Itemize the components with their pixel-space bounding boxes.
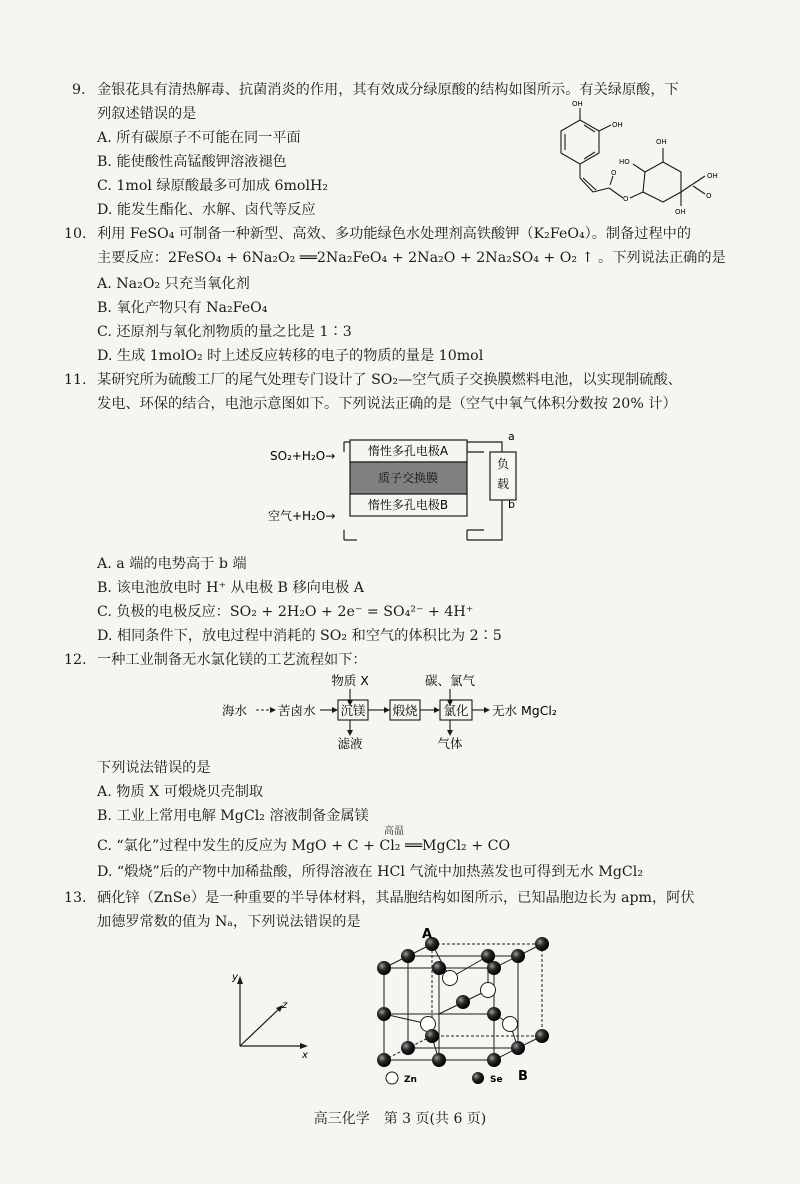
q9-option-d: D. 能发生酯化、水解、卤代等反应 xyxy=(97,202,316,218)
q11-stem-line1: 某研究所为硫酸工厂的尾气处理专门设计了 SO₂—空气质子交换膜燃料电池，以实现制硫酸、 xyxy=(97,372,682,388)
q12-option-d: D. “煅烧”后的产物中加稀盐酸，所得溶液在 HCl 气流中加热蒸发也可得到无水 MgCl₂ xyxy=(97,864,644,880)
q9-number: 9. xyxy=(72,82,86,98)
oh-label-5: OH xyxy=(675,208,686,216)
q13-stem-line1: 硒化锌（ZnSe）是一种重要的半导体材料，其晶胞结构如图所示，已知晶胞边长为 apm，阿伏 xyxy=(97,890,695,906)
flow-above-carbon: 碳、氯气 xyxy=(424,673,476,688)
zn-atom-4 xyxy=(503,1017,518,1032)
se-atom-10 xyxy=(432,1053,446,1067)
flow-step-brine: 苦卤水 xyxy=(278,703,316,718)
q10-option-d: D. 生成 1molO₂ 时上述反应转移的电子的物质的量是 10mol xyxy=(97,348,484,364)
q10-stem-line1: 利用 FeSO₄ 可制备一种新型、高效、多功能绿色水处理剂高铁酸钾（K₂FeO₄）。制备过程中的 xyxy=(97,226,692,242)
se-atom-15 xyxy=(401,1041,415,1055)
q12-stem-line2: 下列说法错误的是 xyxy=(97,760,211,776)
se-atom-17 xyxy=(481,949,495,963)
oh-label-2: OH xyxy=(612,121,623,129)
condition-high-temp: 高温 xyxy=(384,826,404,837)
se-atom-14 xyxy=(511,949,525,963)
process-flow-diagram xyxy=(222,672,582,752)
q12-option-c: C. “氯化”过程中发生的反应为 MgO + C + Cl₂ ══MgCl₂ + CO xyxy=(97,838,511,854)
page-footer: 高三化学 第 3 页(共 6 页) xyxy=(313,1111,487,1127)
q11-option-d: D. 相同条件下，放电过程中消耗的 SO₂ 和空气的体积比为 2∶5 xyxy=(97,628,502,644)
electrode-b-label: 惰性多孔电极B xyxy=(367,498,449,512)
se-legend-label: Se xyxy=(490,1075,503,1085)
se-atom-11 xyxy=(377,1007,391,1021)
q9-option-b: B. 能使酸性高锰酸钾溶液褪色 xyxy=(97,154,287,170)
input-air-label: 空气+H₂O→ xyxy=(268,509,336,523)
se-atom-3 xyxy=(377,1053,391,1067)
zn-atom-1 xyxy=(443,971,458,986)
se-atom-9 xyxy=(432,961,446,975)
q10-option-c: C. 还原剂与氧化剂物质的量之比是 1∶3 xyxy=(97,324,352,340)
se-atom-16 xyxy=(511,1041,525,1055)
flow-box1-label: 沉镁 xyxy=(340,703,366,718)
input-so2-label: SO₂+H₂O→ xyxy=(270,449,336,463)
se-atom-12 xyxy=(487,1007,501,1021)
q9-option-c: C. 1mol 绿原酸最多可加成 6molH₂ xyxy=(97,178,329,194)
membrane-label: 质子交换膜 xyxy=(377,471,439,485)
q9-option-a: A. 所有碳原子不可能在同一平面 xyxy=(97,130,301,146)
q10-number: 10. xyxy=(64,226,87,242)
q12-number: 12. xyxy=(64,652,87,668)
flow-product: 无水 MgCl₂ xyxy=(492,703,557,718)
oh-label-1: OH xyxy=(572,100,583,108)
axis-y-label: y xyxy=(232,972,238,983)
se-atom-7 xyxy=(535,1029,549,1043)
se-atom-4 xyxy=(487,1053,501,1067)
se-atom-2 xyxy=(487,961,501,975)
q11-number: 11. xyxy=(64,372,87,388)
carbonyl-o-label: O xyxy=(611,169,617,177)
se-atom-1 xyxy=(377,961,391,975)
q12-option-a: A. 物质 X 可煅烧贝壳制取 xyxy=(97,784,264,800)
q12-stem-line1: 一种工业制备无水氯化镁的工艺流程如下： xyxy=(97,652,367,668)
se-atom-13 xyxy=(401,949,415,963)
q10-option-a: A. Na₂O₂ 只充当氧化剂 xyxy=(97,276,250,292)
se-legend-icon xyxy=(472,1072,484,1084)
q9-stem-line2: 列叙述错误的是 xyxy=(97,106,197,122)
q13-number: 13. xyxy=(64,890,87,906)
acid-o-label: O xyxy=(706,192,712,200)
znse-unit-cell xyxy=(370,928,560,1093)
q13-stem-line2: 加德罗常数的值为 Nₐ，下列说法错误的是 xyxy=(97,914,361,930)
load-label-1: 负 xyxy=(496,457,510,471)
oh-label-3: OH xyxy=(656,138,667,146)
q11-stem-line2: 发电、环保的结合，电池示意图如下。下列说法正确的是（空气中氧气体积分数按 20% 计） xyxy=(97,396,677,412)
axis-z-label: z xyxy=(282,1000,288,1011)
q11-option-c: C. 负极的电极反应：SO₂ + 2H₂O + 2e⁻ = SO₄²⁻ + 4H⁺ xyxy=(97,604,474,620)
axis-x-label: x xyxy=(302,1050,308,1061)
q10-option-b: B. 氧化产物只有 Na₂FeO₄ xyxy=(97,300,268,316)
se-atom-8 xyxy=(425,1029,439,1043)
zn-legend-label: Zn xyxy=(404,1075,417,1085)
flow-start: 海水 xyxy=(222,703,248,718)
ester-o-label: O xyxy=(623,195,629,203)
load-label-2: 载 xyxy=(496,477,510,491)
fuel-cell-diagram xyxy=(262,422,542,548)
q10-stem-line2: 主要反应：2FeSO₄ + 6Na₂O₂ ══2Na₂FeO₄ + 2Na₂O + 2Na₂SO₄ + O₂ ↑ 。下列说法正确的是 xyxy=(97,250,726,266)
electrode-a-label: 惰性多孔电极A xyxy=(367,444,449,458)
q12-option-b: B. 工业上常用电解 MgCl₂ 溶液制备金属镁 xyxy=(97,808,369,824)
flow-below-gas: 气体 xyxy=(437,736,463,751)
corner-a-label: A xyxy=(422,927,433,942)
se-atom-6 xyxy=(535,937,549,951)
q11-option-b: B. 该电池放电时 H⁺ 从电极 B 移向电极 A xyxy=(97,580,364,596)
q9-stem-line1: 金银花具有清热解毒、抗菌消炎的作用，其有效成分绿原酸的结构如图所示。有关绿原酸，下 xyxy=(97,82,679,98)
oh-label-4: OH xyxy=(707,172,718,180)
flow-box3-label: 氯化 xyxy=(443,703,469,718)
zn-atom-2 xyxy=(481,983,496,998)
coordinate-axes xyxy=(228,970,318,1060)
ho-label: HO xyxy=(619,158,630,166)
flow-box2-label: 煅烧 xyxy=(392,703,418,718)
flow-above-x: 物质 X xyxy=(331,673,369,688)
chlorogenic-acid-structure xyxy=(535,98,735,218)
se-atom-18 xyxy=(456,995,470,1009)
corner-b-label: B xyxy=(518,1069,528,1084)
terminal-b-label: b xyxy=(508,498,515,511)
terminal-a-label: a xyxy=(508,430,515,443)
q11-option-a: A. a 端的电势高于 b 端 xyxy=(97,556,247,572)
zn-legend-icon xyxy=(386,1072,398,1084)
flow-below-filtrate: 滤液 xyxy=(337,736,363,751)
